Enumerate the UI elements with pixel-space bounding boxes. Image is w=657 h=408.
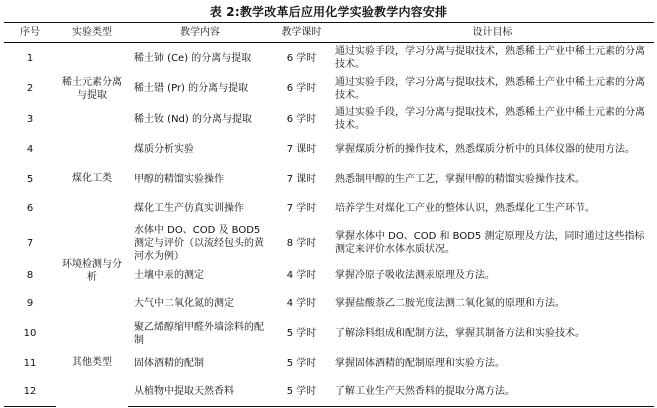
row-hours: 4 学时 <box>286 270 317 281</box>
row-content: 大气中二氧化氮的测定 <box>134 297 234 309</box>
row-num: 10 <box>23 328 37 339</box>
row-num: 9 <box>26 297 34 309</box>
row-num: 1 <box>26 52 34 64</box>
type-env: 环境检测与分析 <box>62 258 122 283</box>
row-content: 稀土镨 (Pr) 的分离与提取 <box>134 83 249 94</box>
row-num: 6 <box>26 202 34 214</box>
row-content: 煤化工生产仿真实训操作 <box>134 202 244 214</box>
row-num: 12 <box>4 378 56 407</box>
row-content: 从植物中提取天然香料 <box>128 378 272 407</box>
row-hours: 6 学时 <box>286 83 317 94</box>
header-num: 序号 <box>4 23 56 43</box>
type-rare-earth: 稀土元素分离与提取 <box>62 76 122 101</box>
row-hours: 4 学时 <box>286 297 317 309</box>
row-hours: 6 学时 <box>286 113 317 125</box>
row-content: 煤质分析实验 <box>134 144 194 155</box>
header-row <box>4 23 654 43</box>
row-hours: 6 学时 <box>286 52 317 64</box>
row-goal: 通过实验手段，学习分离与提取技术，熟悉稀土产业中稀土元素的分离技术。 <box>335 107 645 131</box>
header-hours: 教学课时 <box>272 23 331 43</box>
type-coal: 煤化工类 <box>72 173 112 184</box>
row-goal: 掌握固体酒精的配制原理和实验方法。 <box>335 357 505 369</box>
table-row <box>4 43 654 74</box>
row-goal: 了解工业生产天然香料的提取分离方法。 <box>331 378 654 407</box>
row-num: 2 <box>26 83 34 94</box>
row-content: 甲醇的精馏实验操作 <box>134 173 224 185</box>
header-type: 实验类型 <box>56 23 128 43</box>
row-hours: 5 学时 <box>286 328 317 339</box>
row-goal: 通过实验手段，学习分离与提取技术，熟悉稀土产业中稀土元素的分离技术。 <box>335 46 645 71</box>
row-hours: 7 课时 <box>286 173 317 185</box>
row-num: 3 <box>26 113 34 125</box>
row-hours: 5 学时 <box>286 357 317 369</box>
row-num: 11 <box>23 357 37 369</box>
table-row <box>4 319 654 349</box>
row-content: 土壤中汞的测定 <box>134 270 204 281</box>
row-hours: 8 学时 <box>286 237 317 249</box>
row-content: 聚乙烯醇缩甲醛外墙涂料的配制 <box>134 321 264 346</box>
row-goal: 了解涂料组成和配制方法，掌握其制备方法和实验技术。 <box>335 328 585 339</box>
row-goal: 通过实验手段，学习分离与提取技术，熟悉稀土产业中稀土元素的分离技术。 <box>335 76 645 101</box>
row-content: 稀土钕 (Nd) 的分离与提取 <box>134 113 252 125</box>
course-table <box>4 22 654 407</box>
row-num: 7 <box>26 237 34 249</box>
row-num: 4 <box>26 144 34 155</box>
header-content: 教学内容 <box>128 23 272 43</box>
row-goal: 掌握冷原子吸收法测汞原理及方法。 <box>335 270 495 281</box>
row-goal: 培养学生对煤化工产业的整体认识，熟悉煤化工生产环节。 <box>335 202 595 214</box>
table-row <box>4 135 654 165</box>
row-num: 5 <box>26 173 34 185</box>
row-content: 水体中 DO、COD 及 BOD5 测定与评价（以流经包头的黄河水为例） <box>134 224 264 262</box>
row-num: 8 <box>26 270 34 281</box>
row-content: 固体酒精的配制 <box>134 357 204 369</box>
type-other: 其他类型 <box>72 357 112 368</box>
row-content: 稀土铈 (Ce) 的分离与提取 <box>134 52 252 64</box>
header-goal: 设计目标 <box>331 23 654 43</box>
table-row <box>4 223 654 264</box>
row-goal: 掌握盐酸萘乙二胺光度法测二氧化氮的原理和方法。 <box>335 297 565 309</box>
row-goal: 掌握水体中 DO、COD 和 BOD5 测定原理及方法，同时通过这些指标测定来评价水体水质状况。 <box>335 231 645 255</box>
row-goal: 掌握煤质分析的操作技术，熟悉煤质分析中的具体仪器的使用方法。 <box>335 144 635 155</box>
row-hours: 5 学时 <box>272 378 331 407</box>
table-caption: 表 2:教学改革后应用化学实验教学内容安排 <box>209 5 448 19</box>
row-hours: 7 课时 <box>286 144 317 155</box>
row-goal: 熟悉制甲醇的生产工艺，掌握甲醇的精馏实验操作技术。 <box>335 173 585 185</box>
row-hours: 7 学时 <box>286 202 317 214</box>
